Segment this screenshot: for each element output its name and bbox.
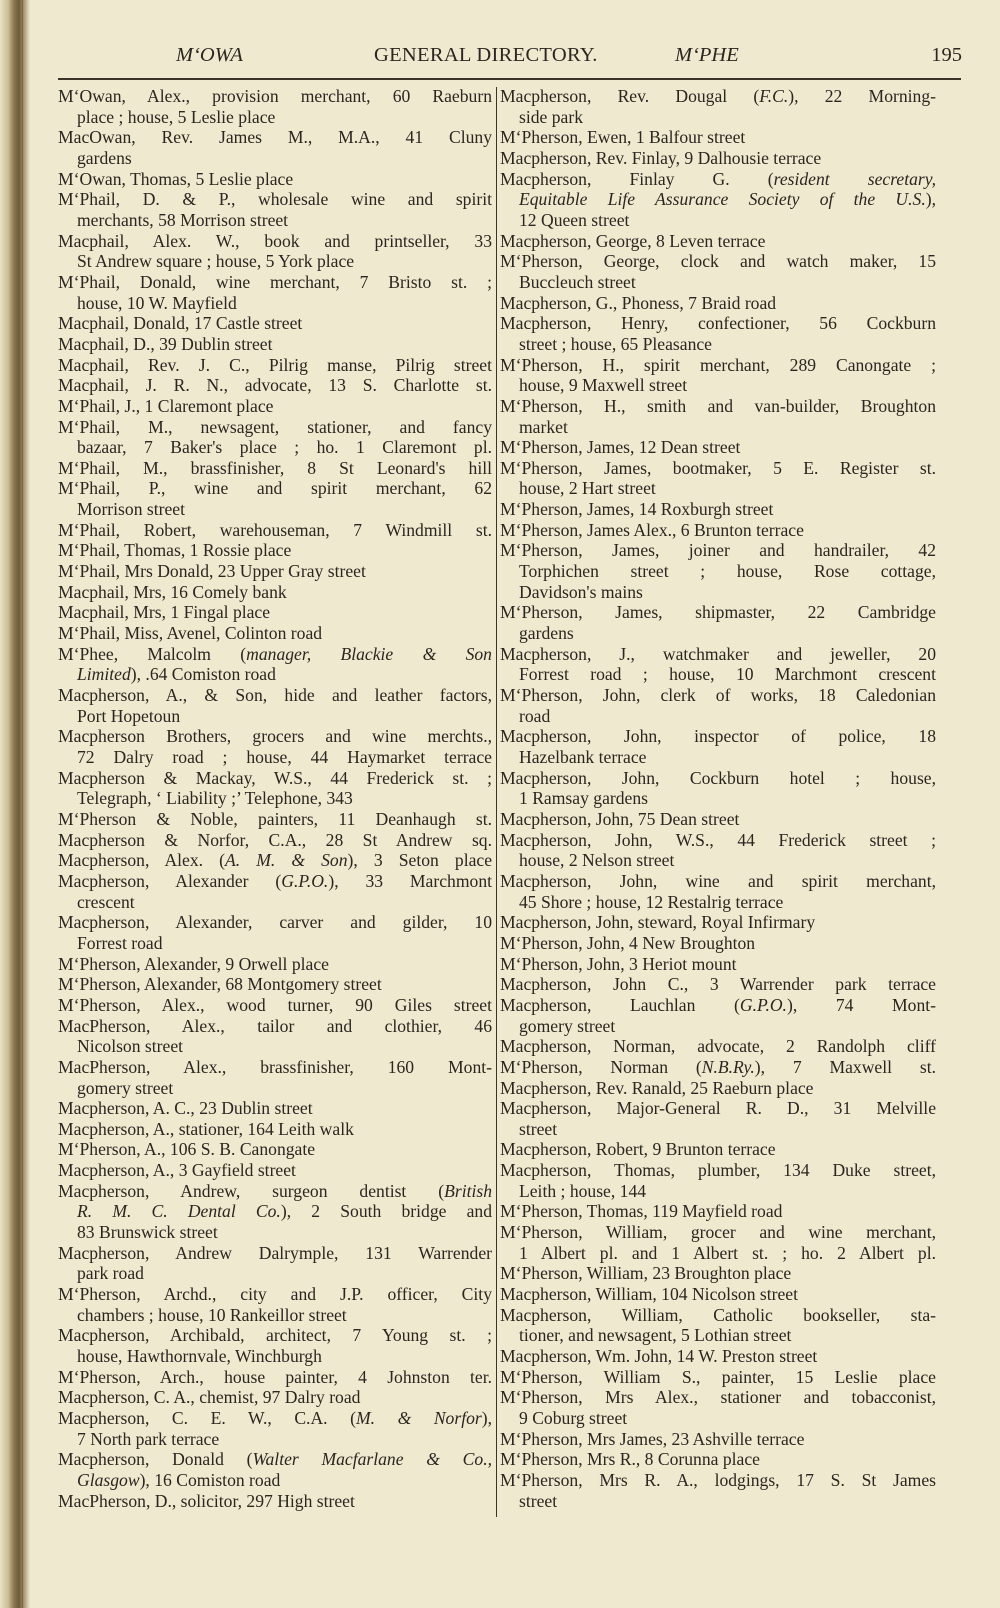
directory-entry-line: M‘Pherson, Alexander, 68 Montgomery street xyxy=(58,974,382,995)
italic-text: N.B.Ry. xyxy=(701,1056,755,1077)
directory-entry-line: M‘Owan, Alex., provision merchant, 60 Raeburn xyxy=(58,86,492,106)
directory-entry-line: M‘Pherson, William S., painter, 15 Leslie place xyxy=(500,1366,936,1387)
entry-continuation-line: merchants, 58 Morrison street xyxy=(77,209,289,230)
running-head-right: M‘PHE xyxy=(675,44,739,66)
entry-continuation-line: 72 Dalry road ; house, 44 Haymarket terrace xyxy=(77,747,492,767)
directory-entry-line: Macpherson, Henry, confectioner, 56 Cockburn xyxy=(500,313,936,334)
directory-entry-line: Macpherson, C. A., chemist, 97 Dalry road xyxy=(58,1387,361,1408)
directory-entry-line: Macpherson, John, W.S., 44 Frederick street ; xyxy=(500,829,936,850)
entry-text: ), 16 Comiston road xyxy=(139,1469,281,1490)
entry-text: ), xyxy=(481,1408,492,1428)
directory-entry-line: Macpherson, Archibald, architect, 7 Young st. ; xyxy=(58,1325,492,1346)
header-rule xyxy=(58,78,961,80)
directory-entry-line xyxy=(500,1057,936,1078)
entry-continuation-line: street ; house, 65 Pleasance xyxy=(519,333,712,354)
entry-continuation-line: Forrest road xyxy=(77,932,163,953)
directory-entry-line: Macpherson & Mackay, W.S., 44 Frederick st. ; xyxy=(58,767,492,788)
directory-entry-line: M‘Pherson, George, clock and watch maker, 15 xyxy=(500,251,936,272)
directory-entry-line: Macphail, Alex. W., book and printseller, 33 xyxy=(58,230,492,251)
directory-entry-line: M‘Pherson, John, 4 New Broughton xyxy=(500,932,756,953)
directory-entry-line: Macpherson, Wm. John, 14 W. Preston street xyxy=(500,1346,818,1367)
directory-entry-line: MacPherson, D., solicitor, 297 High street xyxy=(58,1490,355,1511)
entry-text: Macpherson, Rev. Dougal ( xyxy=(500,86,760,106)
entry-text: Macpherson, Andrew, surgeon dentist ( xyxy=(58,1180,445,1201)
directory-entry-line: M‘Pherson, Ewen, 1 Balfour street xyxy=(500,127,746,148)
entry-continuation-line: side park xyxy=(519,106,584,127)
italic-text: resident secretary, xyxy=(773,168,936,189)
directory-entry-line: Macpherson, John, steward, Royal Infirmary xyxy=(500,912,816,933)
entry-continuation-line: 12 Queen street xyxy=(519,209,630,230)
entry-continuation-line: Davidson's mains xyxy=(519,581,643,602)
entry-continuation-line: Leith ; house, 144 xyxy=(519,1180,647,1201)
entry-continuation-line: 9 Coburg street xyxy=(519,1408,628,1428)
directory-entry-line: Macpherson, G., Phoness, 7 Braid road xyxy=(500,292,777,313)
directory-entry-line: Macphail, Rev. J. C., Pilrig manse, Pilrig street xyxy=(58,354,492,375)
entry-continuation-line: Forrest road ; house, 10 Marchmont crescent xyxy=(519,664,936,685)
directory-entry-line: M‘Pherson, James, 12 Dean street xyxy=(500,437,741,458)
directory-entry-line: Macpherson, Rev. Finlay, 9 Dalhousie terrace xyxy=(500,147,822,168)
entry-continuation-line: gardens xyxy=(77,147,132,168)
directory-entry-line: Macpherson, A., & Son, hide and leather factors, xyxy=(58,685,492,706)
entry-continuation-line: park road xyxy=(77,1263,144,1284)
directory-entry-line: Macpherson Brothers, grocers and wine merchts., xyxy=(58,726,492,747)
entry-text: ), 33 Marchmont xyxy=(328,870,492,891)
directory-entry-line: M‘Pherson, Thomas, 119 Mayfield road xyxy=(500,1201,783,1222)
directory-entry-line: MacOwan, Rev. James M., M.A., 41 Cluny xyxy=(58,127,492,148)
entry-continuation-line: gardens xyxy=(519,623,574,644)
entry-continuation-line: house, 2 Nelson street xyxy=(519,850,675,871)
italic-text: M. & Norfor xyxy=(355,1408,482,1428)
entry-continuation-line: Buccleuch street xyxy=(519,271,636,292)
directory-entry-line: M‘Pherson, Archd., city and J.P. officer, City xyxy=(58,1284,492,1305)
italic-text: Equitable Life Assurance Society of the U.S. xyxy=(519,189,926,210)
entry-text: Macpherson, Finlay G. ( xyxy=(500,168,774,189)
entry-continuation-line: market xyxy=(519,416,568,437)
directory-entry-line: M‘Pherson, Mrs James, 23 Ashville terrace xyxy=(500,1428,805,1449)
entry-continuation-line: house, Hawthornvale, Winchburgh xyxy=(77,1346,322,1367)
entry-continuation-line xyxy=(58,1470,492,1491)
directory-entry-line: Macpherson, William, Catholic bookseller, sta- xyxy=(500,1304,936,1325)
entry-continuation-line: Hazelbank terrace xyxy=(519,747,647,767)
entry-continuation-line: street xyxy=(519,1490,558,1511)
directory-entry-line: Macpherson, Andrew Dalrymple, 131 Warrender xyxy=(58,1242,492,1263)
directory-entry-line: M‘Pherson & Noble, painters, 11 Deanhaugh st. xyxy=(58,808,492,829)
entry-continuation-line: 45 Shore ; house, 12 Restalrig terrace xyxy=(519,891,784,912)
directory-entry-line: Macpherson, Rev. Ranald, 25 Raeburn place xyxy=(500,1077,814,1098)
directory-entry-line: Macphail, Mrs, 16 Comely bank xyxy=(58,581,287,602)
directory-entry-line: M‘Pherson, H., smith and van-builder, Broughton xyxy=(500,395,936,416)
entry-continuation-line: Port Hopetoun xyxy=(77,705,181,726)
page-title: GENERAL DIRECTORY. xyxy=(374,44,598,66)
directory-entry-line: M‘Phail, Donald, wine merchant, 7 Bristo st. ; xyxy=(58,271,492,292)
directory-entry-line: Macpherson, John, Cockburn hotel ; house, xyxy=(500,767,936,788)
directory-entry-line: Macphail, Donald, 17 Castle street xyxy=(58,313,303,334)
directory-entry-line: M‘Owan, Thomas, 5 Leslie place xyxy=(58,168,294,189)
entry-continuation-line: tioner, and newsagent, 5 Lothian street xyxy=(519,1325,792,1346)
directory-entry-line: M‘Pherson, James, 14 Roxburgh street xyxy=(500,499,774,520)
entry-continuation-line: bazaar, 7 Baker's place ; ho. 1 Claremont pl. xyxy=(77,437,492,458)
directory-entry-line: Macphail, D., 39 Dublin street xyxy=(58,333,273,354)
entry-continuation-line: chambers ; house, 10 Rankeillor street xyxy=(77,1304,347,1325)
directory-entry-line: M‘Phail, J., 1 Claremont place xyxy=(58,395,274,416)
directory-entry-line: M‘Pherson, James Alex., 6 Brunton terrace xyxy=(500,519,804,540)
gutter-edge xyxy=(22,0,23,1608)
directory-entry-line: M‘Pherson, Alex., wood turner, 90 Giles street xyxy=(58,994,492,1015)
directory-entry-line: M‘Pherson, William, 23 Broughton place xyxy=(500,1263,792,1284)
directory-entry-line: M‘Pherson, John, clerk of works, 18 Caledonian xyxy=(500,685,936,706)
entry-text: ), .64 Comiston road xyxy=(130,664,276,685)
directory-entry-line: M‘Pherson, A., 106 S. B. Canongate xyxy=(58,1139,316,1160)
directory-entry-line: M‘Phail, Miss, Avenel, Colinton road xyxy=(58,623,323,644)
entry-text: ), 2 South bridge and xyxy=(280,1201,492,1222)
directory-entry-line: M‘Phail, D. & P., wholesale wine and spirit xyxy=(58,189,492,210)
italic-text: manager, Blackie & Son xyxy=(246,643,492,664)
directory-entry-line: Macpherson, Norman, advocate, 2 Randolph cliff xyxy=(500,1036,936,1057)
book-binding-gutter xyxy=(0,0,30,1608)
entry-continuation-line xyxy=(500,189,936,210)
directory-entry-line: M‘Pherson, James, bootmaker, 5 E. Register st. xyxy=(500,457,936,478)
directory-entry-line: Macpherson, Major-General R. D., 31 Melville xyxy=(500,1098,936,1119)
italic-text: R. M. C. Dental Co. xyxy=(77,1201,281,1222)
entry-continuation-line: house, 10 W. Mayfield xyxy=(77,292,237,313)
italic-text: F.C. xyxy=(759,86,789,106)
directory-entry-line: Macpherson, A., stationer, 164 Leith walk xyxy=(58,1118,354,1139)
entry-continuation-line: St Andrew square ; house, 5 York place xyxy=(77,251,355,272)
directory-entry-line: M‘Phail, Thomas, 1 Rossie place xyxy=(58,540,292,561)
entry-continuation-line: 83 Brunswick street xyxy=(77,1222,218,1243)
directory-entry-line xyxy=(58,1408,492,1429)
entry-continuation-line: Telegraph, ‘ Liability ;’ Telephone, 343 xyxy=(77,788,353,809)
directory-entry-line: Macpherson, Thomas, plumber, 134 Duke street, xyxy=(500,1160,936,1181)
entry-text: ), xyxy=(925,189,936,210)
directory-entry-line: Macpherson, William, 104 Nicolson street xyxy=(500,1284,799,1305)
directory-entry-line: M‘Pherson, Arch., house painter, 4 Johnston ter. xyxy=(58,1366,492,1387)
column-divider xyxy=(496,87,497,1517)
directory-entry-line xyxy=(58,1449,492,1470)
directory-entry-line: Macpherson, John, wine and spirit merchant, xyxy=(500,870,936,891)
directory-entry-line: MacPherson, Alex., brassfinisher, 160 Mont- xyxy=(58,1056,492,1077)
italic-text: Limited xyxy=(77,664,131,685)
directory-column-left xyxy=(58,86,492,1511)
entry-continuation-line xyxy=(58,1201,492,1222)
directory-entry-line: Macpherson, J., watchmaker and jeweller, 20 xyxy=(500,643,936,664)
directory-entry-line xyxy=(58,850,492,871)
directory-entry-line: M‘Pherson, John, 3 Heriot mount xyxy=(500,953,737,974)
directory-entry-line: M‘Phail, Mrs Donald, 23 Upper Gray street xyxy=(58,561,366,582)
italic-text: British xyxy=(444,1180,492,1201)
directory-entry-line: M‘Phail, Robert, warehouseman, 7 Windmill st. xyxy=(58,519,492,540)
directory-entry-line: Macpherson, John, 75 Dean street xyxy=(500,808,740,829)
entry-continuation-line: street xyxy=(519,1118,558,1139)
directory-entry-line: Macphail, Mrs, 1 Fingal place xyxy=(58,602,271,623)
entry-continuation-line: 7 North park terrace xyxy=(77,1428,220,1449)
directory-entry-line: M‘Pherson, Alexander, 9 Orwell place xyxy=(58,953,329,974)
entry-text: ), 7 Maxwell st. xyxy=(754,1056,936,1077)
entry-text: Macpherson, Lauchlan ( xyxy=(500,994,740,1015)
entry-continuation-line: Morrison street xyxy=(77,499,185,520)
directory-entry-line: M‘Pherson, Mrs R., 8 Corunna place xyxy=(500,1449,760,1470)
directory-entry-line: Macpherson, George, 8 Leven terrace xyxy=(500,230,766,251)
italic-text: Glasgow xyxy=(77,1469,140,1490)
entry-text: ), 22 Morning- xyxy=(788,86,936,106)
directory-entry-line: Macpherson, A. C., 23 Dublin street xyxy=(58,1098,313,1119)
directory-entry-line: M‘Pherson, James, joiner and handrailer, 42 xyxy=(500,540,936,561)
directory-entry-line xyxy=(500,86,936,107)
directory-entry-line: Macphail, J. R. N., advocate, 13 S. Charlotte st. xyxy=(58,375,492,396)
entry-text: M‘Phee, Malcolm ( xyxy=(58,643,247,664)
entry-continuation-line: 1 Albert pl. and 1 Albert st. ; ho. 2 Albert pl. xyxy=(519,1242,936,1263)
directory-entry-line: M‘Pherson, H., spirit merchant, 289 Canongate ; xyxy=(500,354,936,375)
page-number: 195 xyxy=(931,44,962,66)
directory-entry-line: M‘Pherson, James, shipmaster, 22 Cambridge xyxy=(500,602,936,623)
directory-entry-line: Macpherson, John C., 3 Warrender park terrace xyxy=(500,974,936,995)
entry-text: ), 74 Mont- xyxy=(786,994,936,1015)
entry-continuation-line: crescent xyxy=(77,891,135,912)
directory-entry-line: Macpherson & Norfor, C.A., 28 St Andrew sq. xyxy=(58,829,492,850)
entry-continuation-line xyxy=(58,664,492,685)
directory-entry-line: M‘Pherson, Mrs R. A., lodgings, 17 S. St James xyxy=(500,1469,936,1490)
italic-text: G.P.O. xyxy=(281,870,329,891)
entry-text: M‘Pherson, Norman ( xyxy=(500,1056,702,1077)
directory-entry-line xyxy=(58,1181,492,1202)
directory-entry-line: M‘Phail, P., wine and spirit merchant, 62 xyxy=(58,478,492,499)
entry-continuation-line: house, 9 Maxwell street xyxy=(519,375,688,396)
directory-entry-line xyxy=(500,169,936,190)
entry-continuation-line: road xyxy=(519,705,551,726)
entry-text: ), 3 Seton place xyxy=(347,850,493,871)
entry-continuation-line: gomery street xyxy=(519,1015,616,1036)
directory-entry-line xyxy=(58,644,492,665)
directory-entry-line: Macpherson, Alexander, carver and gilder, 10 xyxy=(58,912,492,933)
directory-entry-line: M‘Phail, M., newsagent, stationer, and fancy xyxy=(58,416,492,437)
entry-continuation-line: Torphichen street ; house, Rose cottage, xyxy=(519,561,936,582)
directory-entry-line: M‘Phail, M., brassfinisher, 8 St Leonard's hill xyxy=(58,457,492,478)
entry-text: Macpherson, Alex. ( xyxy=(58,850,226,871)
italic-text: G.P.O. xyxy=(739,994,787,1015)
directory-column-right xyxy=(500,86,936,1511)
italic-text: A. M. & Son xyxy=(225,850,348,871)
directory-entry-line: Macpherson, A., 3 Gayfield street xyxy=(58,1160,296,1181)
entry-continuation-line: 1 Ramsay gardens xyxy=(519,788,648,809)
directory-entry-line xyxy=(58,871,492,892)
directory-entry-line: M‘Pherson, William, grocer and wine merchant, xyxy=(500,1222,936,1243)
entry-text: Macpherson, Alexander ( xyxy=(58,870,282,891)
running-head-left: M‘OWA xyxy=(176,44,243,66)
entry-continuation-line: house, 2 Hart street xyxy=(519,478,656,499)
entry-continuation-line: place ; house, 5 Leslie place xyxy=(77,106,276,127)
directory-entry-line xyxy=(500,995,936,1016)
directory-entry-line: MacPherson, Alex., tailor and clothier, 46 xyxy=(58,1015,492,1036)
directory-entry-line: Macpherson, John, inspector of police, 18 xyxy=(500,726,936,747)
entry-text: Macpherson, Donald ( xyxy=(58,1449,253,1470)
entry-continuation-line: gomery street xyxy=(77,1077,174,1098)
entry-continuation-line: Nicolson street xyxy=(77,1036,184,1057)
entry-text: Macpherson, C. E. W., C.A. ( xyxy=(58,1408,356,1428)
directory-entry-line: Macpherson, Robert, 9 Brunton terrace xyxy=(500,1139,776,1160)
page-header xyxy=(58,44,962,74)
directory-entry-line: M‘Pherson, Mrs Alex., stationer and tobacconist, xyxy=(500,1387,936,1408)
italic-text: Walter Macfarlane & Co., xyxy=(252,1449,492,1470)
